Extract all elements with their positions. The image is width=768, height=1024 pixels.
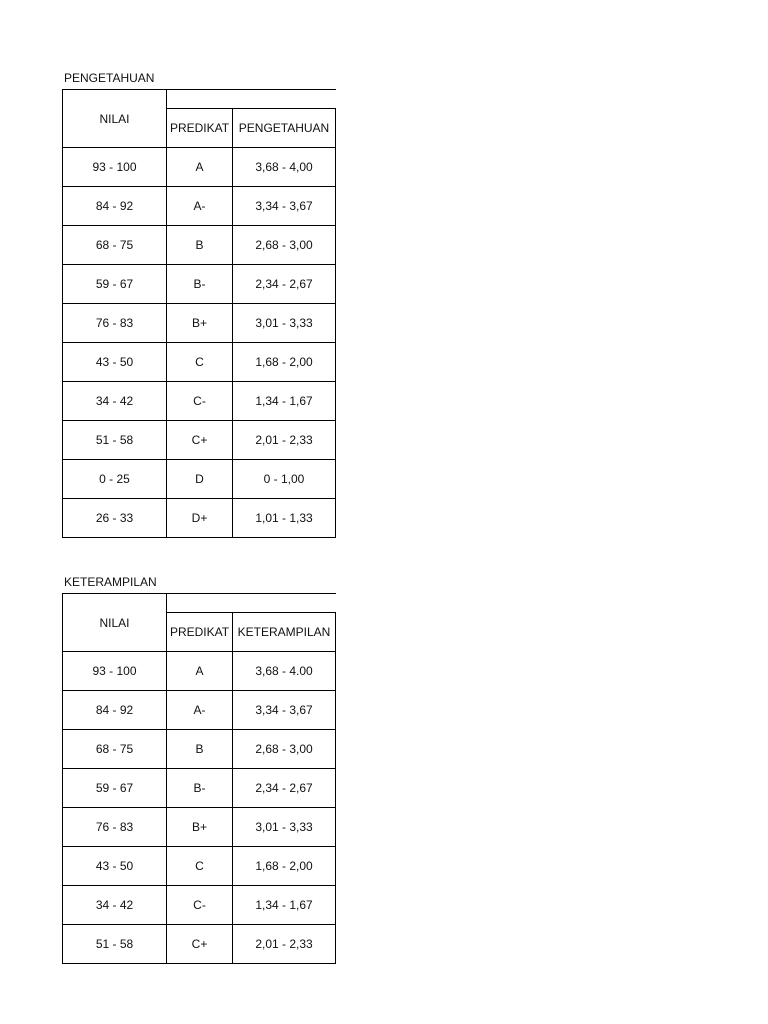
cell-predikat: B+ (167, 808, 233, 847)
cell-predikat: B- (167, 265, 233, 304)
table-row (63, 808, 336, 847)
section-title-keterampilan: KETERAMPILAN (64, 575, 157, 589)
table-row (63, 187, 336, 226)
cell-predikat: B- (167, 769, 233, 808)
cell-nilai: 68 - 75 (63, 226, 167, 265)
cell-predikat: A (167, 652, 233, 691)
cell-nilai: 0 - 25 (63, 460, 167, 499)
table-row (63, 769, 336, 808)
header-pengetahuan: PENGETAHUAN (233, 109, 336, 148)
header-nilai: NILAI (63, 594, 167, 652)
cell-predikat: B (167, 730, 233, 769)
cell-predikat: D (167, 460, 233, 499)
table-row (63, 886, 336, 925)
cell-range: 0 - 1,00 (233, 460, 336, 499)
cell-range: 1,34 - 1,67 (233, 886, 336, 925)
cell-range: 2,68 - 3,00 (233, 226, 336, 265)
cell-nilai: 93 - 100 (63, 148, 167, 187)
table-row (63, 847, 336, 886)
header-group-empty (167, 594, 336, 613)
keterampilan-table (62, 593, 336, 964)
cell-predikat: C (167, 847, 233, 886)
table-row (63, 148, 336, 187)
cell-range: 3,01 - 3,33 (233, 304, 336, 343)
cell-predikat: C+ (167, 421, 233, 460)
cell-predikat: C+ (167, 925, 233, 964)
cell-nilai: 26 - 33 (63, 499, 167, 538)
cell-range: 3,68 - 4.00 (233, 652, 336, 691)
cell-nilai: 84 - 92 (63, 691, 167, 730)
cell-predikat: B (167, 226, 233, 265)
cell-predikat: A- (167, 187, 233, 226)
cell-nilai: 34 - 42 (63, 886, 167, 925)
cell-nilai: 76 - 83 (63, 808, 167, 847)
cell-nilai: 59 - 67 (63, 265, 167, 304)
cell-range: 2,01 - 2,33 (233, 421, 336, 460)
table-row (63, 382, 336, 421)
table-row (63, 925, 336, 964)
cell-range: 1,68 - 2,00 (233, 847, 336, 886)
cell-nilai: 84 - 92 (63, 187, 167, 226)
cell-range: 3,01 - 3,33 (233, 808, 336, 847)
pengetahuan-table-wrapper (62, 89, 335, 538)
cell-range: 2,34 - 2,67 (233, 769, 336, 808)
cell-range: 1,01 - 1,33 (233, 499, 336, 538)
table-row (63, 265, 336, 304)
cell-nilai: 76 - 83 (63, 304, 167, 343)
cell-predikat: D+ (167, 499, 233, 538)
table-row (63, 499, 336, 538)
cell-range: 2,01 - 2,33 (233, 925, 336, 964)
cell-nilai: 68 - 75 (63, 730, 167, 769)
section-title-pengetahuan: PENGETAHUAN (64, 71, 155, 85)
table-row (63, 226, 336, 265)
table-row (63, 421, 336, 460)
keterampilan-table-wrapper (62, 593, 335, 951)
cell-predikat: C- (167, 382, 233, 421)
cell-range: 3,68 - 4,00 (233, 148, 336, 187)
cell-nilai: 51 - 58 (63, 925, 167, 964)
table-row (63, 343, 336, 382)
table-row (63, 691, 336, 730)
cell-predikat: B+ (167, 304, 233, 343)
header-predikat: PREDIKAT (167, 109, 233, 148)
cell-range: 2,68 - 3,00 (233, 730, 336, 769)
cell-range: 3,34 - 3,67 (233, 187, 336, 226)
table-row (63, 304, 336, 343)
cell-nilai: 43 - 50 (63, 343, 167, 382)
cell-range: 2,34 - 2,67 (233, 265, 336, 304)
header-nilai: NILAI (63, 90, 167, 148)
cell-predikat: A (167, 148, 233, 187)
table-row (63, 460, 336, 499)
table-row (63, 730, 336, 769)
header-keterampilan: KETERAMPILAN (233, 613, 336, 652)
header-group-empty (167, 90, 336, 109)
cell-predikat: C (167, 343, 233, 382)
cell-nilai: 59 - 67 (63, 769, 167, 808)
header-predikat: PREDIKAT (167, 613, 233, 652)
pengetahuan-table (62, 89, 336, 538)
cell-range: 3,34 - 3,67 (233, 691, 336, 730)
cell-predikat: A- (167, 691, 233, 730)
cell-nilai: 43 - 50 (63, 847, 167, 886)
cell-range: 1,34 - 1,67 (233, 382, 336, 421)
cell-nilai: 34 - 42 (63, 382, 167, 421)
cell-predikat: C- (167, 886, 233, 925)
cell-nilai: 51 - 58 (63, 421, 167, 460)
cell-nilai: 93 - 100 (63, 652, 167, 691)
cell-range: 1,68 - 2,00 (233, 343, 336, 382)
table-row (63, 652, 336, 691)
